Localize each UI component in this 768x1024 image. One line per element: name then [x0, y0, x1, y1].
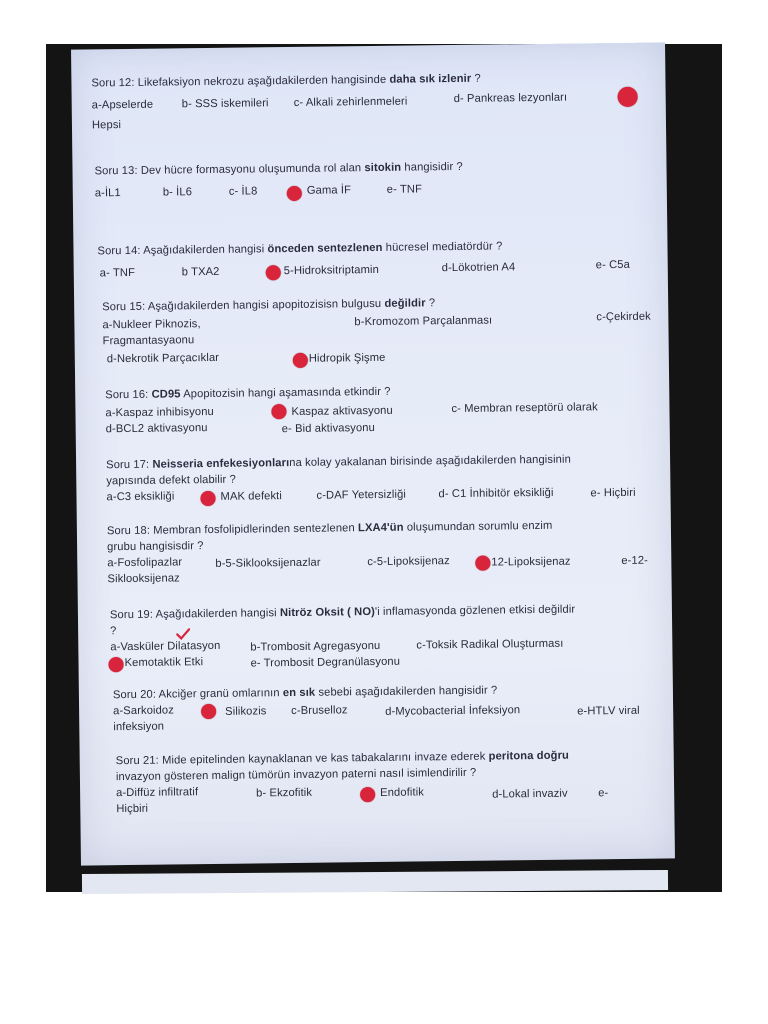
q17-option-e: e- Hiçbiri: [590, 486, 636, 500]
question-17-title: Soru 17: Neisseria enfekesiyonlarına kolay yakalanan birisinde aşağıdakilerden hangisinin: [106, 453, 571, 472]
check-mark-icon: [176, 628, 190, 640]
q21-option-e: e-: [598, 787, 609, 800]
q13-option-e: e- TNF: [386, 183, 423, 196]
question-21-title: Soru 21: Mide epitelinden kaynaklanan ve kas tabakalarını invaze ederek peritona doğru: [115, 749, 570, 768]
q20-option-c: c-Bruselloz: [291, 704, 348, 718]
q13-option-b: b- İL6: [162, 186, 193, 199]
answer-mark-q18: [475, 556, 490, 571]
question-17-title-line2: yapısında defekt olabilir ?: [106, 473, 236, 488]
answer-mark-q16: [271, 404, 286, 419]
next-page-edge: [82, 870, 668, 894]
answer-mark-q20: [201, 704, 216, 719]
q18-option-e: e-12-: [621, 554, 649, 567]
q18-option-e-cont: Siklooksijenaz: [107, 572, 180, 586]
question-19-title: Soru 19: Aşağıdakilerden hangisi Nitröz Oksit ( NO)'i inflamasyonda gözlenen etkisi değildir: [109, 603, 576, 622]
answer-mark-q17: [200, 491, 215, 506]
q13-option-c: c- İL8: [228, 185, 258, 198]
q16-option-c: c- Membran reseptörü olarak: [451, 401, 598, 416]
q15-option-c: c-Çekirdek: [596, 310, 651, 324]
question-16-title: Soru 16: CD95 Apopitozisin hangi aşamasında etkindir ?: [105, 385, 391, 402]
q15-option-a: a-Nukleer Piknozis,: [102, 318, 201, 332]
q17-option-b: MAK defekti: [220, 490, 283, 503]
q16-option-d: d-BCL2 aktivasyonu: [105, 422, 208, 436]
q21-option-a: a-Diffüz infiltratif: [116, 786, 199, 800]
q14-option-a: a- TNF: [99, 266, 136, 280]
answer-mark-q15: [293, 353, 308, 368]
q20-option-d: d-Mycobacterial İnfeksiyon: [385, 704, 521, 718]
q19-option-c: c-Toksik Radikal Oluşturması: [416, 637, 564, 652]
question-19-title-line2: ?: [110, 625, 117, 638]
answer-mark-q12: [618, 87, 638, 107]
question-15-title: Soru 15: Aşağıdakilerden hangisi apopitozisisn bulgusu değildir ?: [102, 297, 436, 314]
q19-option-e: e- Trombosit Degranülasyonu: [250, 655, 401, 670]
q18-option-c: c-5-Lipoksijenaz: [367, 555, 450, 569]
q21-option-c: Endofitik: [380, 786, 425, 799]
q14-option-e: e- C5a: [595, 258, 630, 272]
question-14-title: Soru 14: Aşağıdakilerden hangisi önceden sentezlenen hücresel mediatördür ?: [97, 240, 503, 258]
q15-option-d: d-Nekrotik Parçacıklar: [106, 351, 220, 366]
question-13-title: Soru 13: Dev hücre formasyonu oluşumunda rol alan sitokin hangisidir ?: [94, 160, 463, 178]
q14-option-c: 5-Hidroksitriptamin: [283, 263, 379, 278]
q21-option-e-cont: Hiçbiri: [116, 802, 149, 816]
q20-option-b: Silikozis: [225, 705, 267, 718]
q14-option-b: b TXA2: [181, 265, 220, 279]
q17-option-c: c-DAF Yetersizliği: [316, 488, 407, 502]
q16-option-a: a-Kaspaz inhibisyonu: [105, 405, 214, 420]
question-21-title-line2: invazyon gösteren malign tümörün invazyon paterni nasıl isimlendirilir ?: [115, 766, 477, 784]
q18-option-d: 12-Lipoksijenaz: [491, 555, 571, 569]
q15-option-c-cont: Fragmantasyaonu: [102, 334, 195, 348]
q19-option-b: b-Trombosit Agregasyonu: [250, 639, 381, 654]
q21-option-b: b- Ekzofitik: [256, 786, 313, 800]
q15-option-e: Hidropik Şişme: [308, 351, 386, 365]
q12-option-d: d- Pankreas lezyonları: [453, 91, 568, 105]
q19-option-a: a-Vasküler Dilatasyon: [110, 639, 221, 654]
question-20-title: Soru 20: Akciğer granü omlarının en sık sebebi aşağıdakilerden hangisidir ?: [112, 684, 498, 702]
q19-option-d: Kemotaktik Etki: [124, 656, 204, 670]
q13-option-a: a-İL1: [94, 187, 121, 200]
answer-mark-q21: [360, 787, 375, 802]
q20-option-e: e-HTLV viral: [577, 704, 640, 718]
q12-option-b: b- SSS iskemileri: [181, 97, 269, 111]
question-18-title-line2: grubu hangisisdir ?: [107, 540, 204, 554]
question-12-title: Soru 12: Likefaksiyon nekrozu aşağıdakilerden hangisinde daha sık izlenir ?: [91, 72, 481, 90]
q17-option-a: a-C3 eksikliği: [106, 490, 175, 504]
answer-mark-q19: [108, 657, 123, 672]
q18-option-a: a-Fosfolipazlar: [107, 556, 183, 570]
exam-sheet: [71, 42, 675, 865]
q12-option-e: Hepsi: [91, 119, 122, 132]
q15-option-b: b-Kromozom Parçalanması: [354, 314, 493, 329]
q20-option-e-cont: infeksiyon: [113, 720, 165, 734]
q14-option-d: d-Lökotrien A4: [441, 261, 516, 275]
q12-option-c: c- Alkali zehirlenmeleri: [293, 95, 408, 109]
q16-option-e: e- Bid aktivasyonu: [281, 421, 375, 436]
answer-mark-q13: [287, 186, 302, 201]
q12-option-a: a-Apselerde: [91, 98, 154, 112]
q17-option-d: d- C1 İnhibitör eksikliği: [438, 486, 554, 501]
q18-option-b: b-5-Siklooksijenazlar: [215, 556, 321, 570]
q20-option-a: a-Sarkoidoz: [113, 704, 174, 718]
question-18-title: Soru 18: Membran fosfolipidlerinden sentezlenen LXA4'ün oluşumundan sorumlu enzim: [106, 519, 553, 538]
answer-mark-q14: [266, 265, 281, 280]
q16-option-b: Kaspaz aktivasyonu: [291, 404, 393, 418]
q13-option-d: Gama İF: [306, 184, 352, 197]
q21-option-d: d-Lokal invaziv: [492, 787, 568, 801]
